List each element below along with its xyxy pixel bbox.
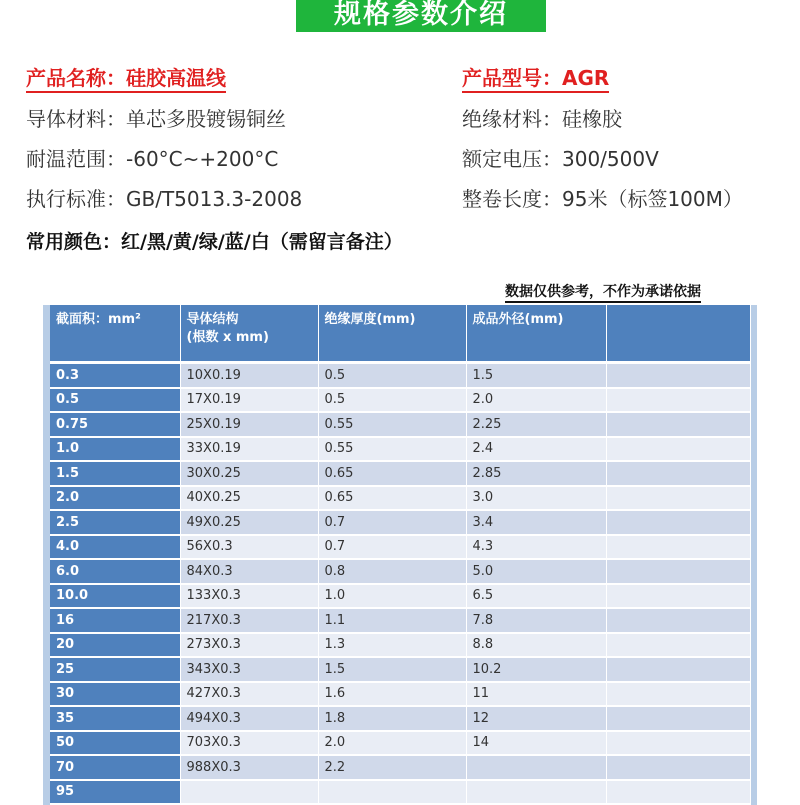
table-cell xyxy=(318,780,466,805)
table-row xyxy=(50,731,750,756)
table-cell: 3.0 xyxy=(466,486,606,511)
table-cell: 1.3 xyxy=(318,633,466,658)
table-cell xyxy=(606,437,750,462)
table-cell: 2.0 xyxy=(466,388,606,413)
table-cell: 1.0 xyxy=(50,437,180,462)
header-conductor-structure: 导体结构 (根数 x mm) xyxy=(180,305,318,363)
table-cell: 3.4 xyxy=(466,510,606,535)
table-left-strip xyxy=(43,305,50,805)
table-cell: 30 xyxy=(50,682,180,707)
table-cell: 70 xyxy=(50,755,180,780)
table-cell: 0.55 xyxy=(318,437,466,462)
table-cell: 12 xyxy=(466,706,606,731)
spec-table xyxy=(50,305,751,805)
table-cell: 4.3 xyxy=(466,535,606,560)
table-cell: 14 xyxy=(466,731,606,756)
table-row xyxy=(50,388,750,413)
table-cell: 0.65 xyxy=(318,461,466,486)
table-row xyxy=(50,535,750,560)
table-cell: 33X0.19 xyxy=(180,437,318,462)
table-cell xyxy=(606,363,750,388)
table-cell: 0.75 xyxy=(50,412,180,437)
table-cell xyxy=(606,486,750,511)
temperature-range: 耐温范围：-60°C~+200°C xyxy=(26,147,279,171)
table-row xyxy=(50,412,750,437)
table-row xyxy=(50,437,750,462)
table-cell: 2.4 xyxy=(466,437,606,462)
table-cell: 2.85 xyxy=(466,461,606,486)
table-header-row xyxy=(50,305,750,363)
table-cell: 35 xyxy=(50,706,180,731)
table-cell xyxy=(606,731,750,756)
table-cell: 10X0.19 xyxy=(180,363,318,388)
table-cell xyxy=(606,559,750,584)
standard: 执行标准：GB/T5013.3-2008 xyxy=(26,187,303,211)
product-model xyxy=(462,66,609,90)
table-row xyxy=(50,486,750,511)
table-cell xyxy=(606,633,750,658)
table-row xyxy=(50,363,750,388)
table-cell: 0.5 xyxy=(318,388,466,413)
table-cell: 1.1 xyxy=(318,608,466,633)
product-name-text: 产品名称：硅胶高温线 xyxy=(26,66,226,93)
table-cell: 10.2 xyxy=(466,657,606,682)
table-cell xyxy=(606,535,750,560)
table-row xyxy=(50,682,750,707)
disclaimer-note: 数据仅供参考，不作为承诺依据 xyxy=(505,283,701,303)
table-cell: 0.5 xyxy=(318,363,466,388)
table-cell: 17X0.19 xyxy=(180,388,318,413)
table-cell: 7.8 xyxy=(466,608,606,633)
header-cross-section: 截面积：mm² xyxy=(50,305,180,363)
table-row xyxy=(50,633,750,658)
table-cell: 5.0 xyxy=(466,559,606,584)
table-cell xyxy=(606,461,750,486)
table-cell: 6.0 xyxy=(50,559,180,584)
table-cell xyxy=(606,755,750,780)
table-cell xyxy=(180,780,318,805)
table-row xyxy=(50,608,750,633)
section-banner: 规格参数介绍 xyxy=(296,0,546,32)
common-colors: 常用颜色：红/黑/黄/绿/蓝/白（需留言备注） xyxy=(26,231,403,253)
table-cell xyxy=(606,682,750,707)
header-outer-diameter: 成品外径(mm) xyxy=(466,305,606,363)
header-blank xyxy=(606,305,750,363)
table-cell: 427X0.3 xyxy=(180,682,318,707)
table-cell: 2.25 xyxy=(466,412,606,437)
table-cell: 133X0.3 xyxy=(180,584,318,609)
table-cell: 1.8 xyxy=(318,706,466,731)
table-cell: 25 xyxy=(50,657,180,682)
table-cell xyxy=(606,584,750,609)
table-cell: 20 xyxy=(50,633,180,658)
table-cell: 703X0.3 xyxy=(180,731,318,756)
table-cell: 10.0 xyxy=(50,584,180,609)
table-cell: 95 xyxy=(50,780,180,805)
table-cell: 50 xyxy=(50,731,180,756)
table-cell: 1.0 xyxy=(318,584,466,609)
table-cell: 56X0.3 xyxy=(180,535,318,560)
table-cell xyxy=(606,412,750,437)
spec-table-container xyxy=(43,305,757,805)
table-cell xyxy=(606,780,750,805)
table-cell: 8.8 xyxy=(466,633,606,658)
table-row xyxy=(50,510,750,535)
table-row xyxy=(50,755,750,780)
table-cell: 0.3 xyxy=(50,363,180,388)
table-cell: 0.55 xyxy=(318,412,466,437)
table-cell: 6.5 xyxy=(466,584,606,609)
table-row xyxy=(50,706,750,731)
table-cell xyxy=(606,510,750,535)
conductor-material: 导体材料：单芯多股镀锡铜丝 xyxy=(26,107,286,131)
table-cell: 40X0.25 xyxy=(180,486,318,511)
table-row xyxy=(50,559,750,584)
table-cell: 217X0.3 xyxy=(180,608,318,633)
product-model-text: 产品型号：AGR xyxy=(462,66,609,93)
table-cell: 343X0.3 xyxy=(180,657,318,682)
table-cell: 30X0.25 xyxy=(180,461,318,486)
table-row xyxy=(50,584,750,609)
table-cell: 25X0.19 xyxy=(180,412,318,437)
roll-length: 整卷长度：95米（标签100M） xyxy=(462,187,743,211)
table-cell xyxy=(466,755,606,780)
table-cell xyxy=(606,608,750,633)
insulation-material: 绝缘材料：硅橡胶 xyxy=(462,107,622,131)
table-cell: 16 xyxy=(50,608,180,633)
table-cell xyxy=(466,780,606,805)
table-cell xyxy=(606,657,750,682)
table-cell: 2.0 xyxy=(318,731,466,756)
table-cell: 84X0.3 xyxy=(180,559,318,584)
product-name xyxy=(26,66,226,90)
table-cell: 1.6 xyxy=(318,682,466,707)
table-cell: 273X0.3 xyxy=(180,633,318,658)
table-cell: 0.8 xyxy=(318,559,466,584)
table-cell: 0.7 xyxy=(318,535,466,560)
table-cell: 1.5 xyxy=(318,657,466,682)
table-cell: 2.0 xyxy=(50,486,180,511)
table-row xyxy=(50,657,750,682)
table-row xyxy=(50,461,750,486)
rated-voltage: 额定电压：300/500V xyxy=(462,147,659,171)
table-right-strip xyxy=(750,305,757,805)
header-insulation-thickness: 绝缘厚度(mm) xyxy=(318,305,466,363)
table-cell: 2.2 xyxy=(318,755,466,780)
table-row xyxy=(50,780,750,805)
table-cell: 0.7 xyxy=(318,510,466,535)
table-cell: 49X0.25 xyxy=(180,510,318,535)
table-cell: 11 xyxy=(466,682,606,707)
table-cell xyxy=(606,706,750,731)
table-cell: 988X0.3 xyxy=(180,755,318,780)
table-cell: 2.5 xyxy=(50,510,180,535)
table-cell: 1.5 xyxy=(50,461,180,486)
table-cell: 0.5 xyxy=(50,388,180,413)
table-cell: 0.65 xyxy=(318,486,466,511)
table-cell: 4.0 xyxy=(50,535,180,560)
table-cell: 1.5 xyxy=(466,363,606,388)
table-cell xyxy=(606,388,750,413)
table-cell: 494X0.3 xyxy=(180,706,318,731)
